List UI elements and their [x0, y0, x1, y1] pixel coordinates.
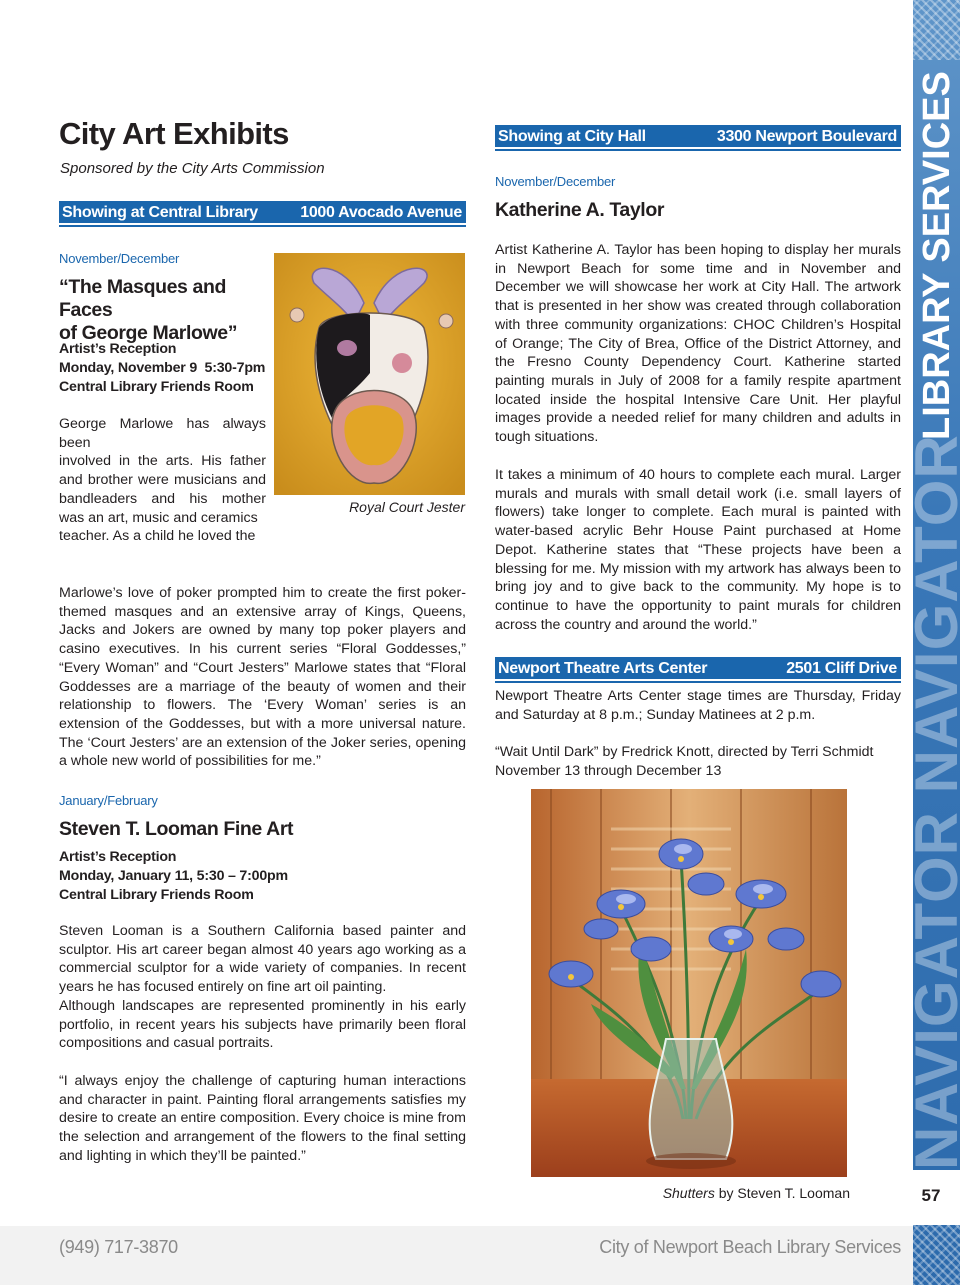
- exhibit1-title-line2: of George Marlowe”: [59, 322, 238, 344]
- shutters-caption-artist: by Steven T. Looman: [714, 1185, 850, 1201]
- theatre-play-dates: November 13 through December 13: [495, 762, 722, 779]
- exhibit1-season: November/December: [59, 251, 180, 266]
- city-hall-artist: Katherine A. Taylor: [495, 199, 665, 221]
- exhibit2-title: Steven T. Looman Fine Art: [59, 818, 294, 840]
- theatre-play: [495, 743, 901, 780]
- exhibit2-paragraph-1: Steven Looman is a Southern California based painter and sculptor. His art career began almost 40 years ago working as a commercial sculptor for a wide variety of companies. In recent years he has focused entirely on fine art oil painting.: [59, 923, 466, 996]
- city-hall-address: 3300 Newport Boulevard: [716, 128, 897, 145]
- side-text: [903, 0, 970, 1170]
- page-subtitle: Sponsored by the City Arts Commission: [60, 160, 325, 177]
- frost-texture-bottom: [913, 1225, 960, 1285]
- exhibit1-line-3: and brother were musicians and: [59, 472, 266, 489]
- shutters-painting: [531, 789, 847, 1177]
- exhibit2-reception-room: Central Library Friends Room: [59, 887, 254, 903]
- city-hall-bar-label: Showing at City Hall: [498, 128, 646, 145]
- exhibit2-paragraph-2: Although landscapes are represented prominently in his early portfolio, in recent years his subjects have primarily been floral compositions and casual portraits.: [59, 998, 466, 1052]
- page-title: City Art Exhibits: [59, 116, 289, 151]
- exhibit1-title-line1: “The Masques and Faces: [59, 276, 226, 321]
- iris-vase-illustration: [531, 789, 847, 1177]
- side-strip: [903, 0, 970, 1285]
- central-library-bar: [59, 201, 466, 225]
- exhibit1-line-2: involved in the arts. His father: [59, 453, 266, 470]
- footer-org: City of Newport Beach Library Services: [599, 1237, 901, 1257]
- shutters-caption: [531, 1185, 850, 1201]
- page-number: 57: [921, 1186, 941, 1205]
- exhibit1-reception-room: Central Library Friends Room: [59, 379, 254, 395]
- theatre-address: 2501 Cliff Drive: [786, 660, 897, 677]
- exhibit2-season: January/February: [59, 793, 158, 808]
- city-hall-paragraph-1: Artist Katherine A. Taylor has been hoping to display her murals in Newport Beach for some time and in November and December we will showcase her work at City Hall. The artwork that is presented in her show was created through collaboration with three community organizations: CHOC Children’s Hospital of Orange; The City of Brea, Office of the District Attorney, and the Fresno County Dependency Court. Katherine started painting murals in July of 2008 for a family respite apartment located inside the hospital Intensive Care Unit. Her playful images provide a needed relief for many children and adults in tough situations.: [495, 242, 901, 446]
- exhibit2-reception: [59, 848, 359, 905]
- exhibit1-reception: [59, 340, 274, 397]
- jester-mask-illustration: [274, 253, 465, 495]
- city-hall-season: November/December: [495, 174, 616, 189]
- exhibit1-reception-label: Artist’s Reception: [59, 341, 177, 357]
- jester-caption: Royal Court Jester: [349, 499, 465, 515]
- city-hall-bar: [495, 125, 901, 149]
- theatre-bar: [495, 657, 901, 681]
- theatre-bar-label: Newport Theatre Arts Center: [498, 660, 708, 677]
- exhibit1-line-1: George Marlowe has always been: [59, 416, 266, 451]
- exhibit2-paragraph-3: “I always enjoy the challenge of capturing human interactions and character in paint. Painting floral arrangements satisfies my desire to create an entire composition. Every choice is mine from the selection and arrangement of the flowers to the final setting and lighting in which they’ll be painted.”: [59, 1073, 466, 1164]
- central-library-address: 1000 Avocado Avenue: [300, 204, 462, 221]
- city-hall-paragraph-2: It takes a minimum of 40 hours to complete each mural. Larger murals and murals with small detail work (i.e. small layers of flowers) take longer to complete. Each mural is painted with water-based acrylic Behr House Paint purchased at Home Depot. Katherine states that “These projects have been a blessing for me. My mission with my artwork has always been to bring joy and to give back to the community. My hope is to continue to have the opportunity to paint murals for children across the country and around the world.”: [495, 467, 901, 633]
- exhibit1-paragraph-2: Marlowe’s love of poker prompted him to create the first poker-themed masques and an extensive array of Kings, Queens, Jacks and Jokers are owned by many top poker players and casino executives. In his current series “Floral Goddesses,” “Every Woman” and “Court Jesters” Marlowe states that “Floral Goddesses are a marriage of the beauty of women and their relationship to flowers. The ‘Every Woman’ series is an extension of the Goddesses, but with a more universal nature. The ‘Court Jesters’ are an extension of the Joker series, opening a whole new world of possibilities for me.”: [59, 585, 466, 770]
- royal-court-jester-image: [274, 253, 465, 495]
- footer-phone: (949) 717-3870: [59, 1237, 178, 1257]
- central-library-bar-label: Showing at Central Library: [62, 204, 258, 221]
- exhibit1-reception-date: Monday, November 9 5:30-7pm: [59, 360, 266, 376]
- theatre-play-title: “Wait Until Dark” by Fredrick Knott, directed by Terri Schmidt: [495, 744, 874, 760]
- theatre-paragraph: Newport Theatre Arts Center stage times are Thursday, Friday and Saturday at 8 p.m.; Sunday Matinees at 2 p.m.: [495, 688, 901, 723]
- exhibit1-title: [59, 276, 274, 345]
- exhibit1-line-5: was an art, music and ceramics: [59, 509, 258, 526]
- exhibit1-line-4: bandleaders and his mother: [59, 490, 266, 507]
- library-services-label: LIBRARY SERVICES: [916, 71, 958, 440]
- exhibit1-narrow-text: [59, 415, 266, 546]
- navigator-watermark: NAVIGATOR NAVIGATOR: [903, 434, 970, 1170]
- exhibit1-line-6: teacher. As a child he loved the: [59, 528, 256, 545]
- exhibit2-reception-label: Artist’s Reception: [59, 849, 177, 865]
- shutters-caption-title: Shutters: [662, 1185, 715, 1201]
- exhibit2-reception-date: Monday, January 11, 5:30 – 7:00pm: [59, 868, 288, 884]
